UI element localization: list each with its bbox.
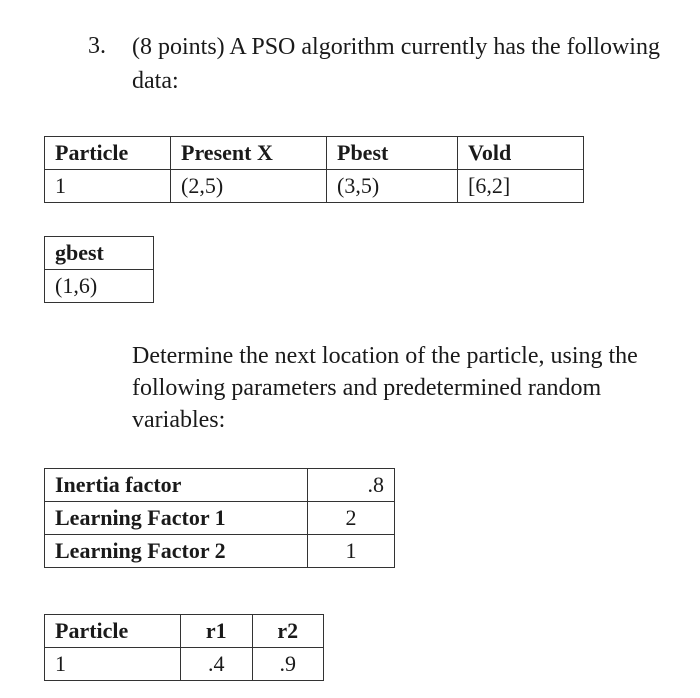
header-particle: Particle [45, 615, 181, 648]
question-number: 3. [88, 33, 106, 59]
table-row [45, 270, 154, 303]
header-particle: Particle [45, 137, 171, 170]
table-row [45, 170, 584, 203]
particle-table [44, 136, 584, 203]
header-pbest: Pbest [327, 137, 458, 170]
cell-gbest: (1,6) [45, 270, 154, 303]
cell-present-x: (2,5) [171, 170, 327, 203]
table-row [45, 469, 395, 502]
param-label-lf2: Learning Factor 2 [45, 535, 308, 568]
question-text: (8 points) A PSO algorithm currently has the following data: [132, 34, 660, 94]
cell-r2: .9 [252, 648, 324, 681]
header-r1: r1 [181, 615, 253, 648]
param-value-lf1: 2 [308, 502, 395, 535]
param-label-lf1: Learning Factor 1 [45, 502, 308, 535]
table-header-row [45, 137, 584, 170]
table-row [45, 648, 324, 681]
table-header-row [45, 237, 154, 270]
table-header-row [45, 615, 324, 648]
cell-particle: 1 [45, 170, 171, 203]
header-r2: r2 [252, 615, 324, 648]
header-gbest: gbest [45, 237, 154, 270]
param-label-inertia: Inertia factor [45, 469, 308, 502]
param-value-inertia: .8 [308, 469, 395, 502]
header-vold: Vold [458, 137, 584, 170]
cell-vold: [6,2] [458, 170, 584, 203]
parameters-table [44, 468, 395, 568]
cell-r1: .4 [181, 648, 253, 681]
cell-particle: 1 [45, 648, 181, 681]
header-present-x: Present X [171, 137, 327, 170]
cell-pbest: (3,5) [327, 170, 458, 203]
instruction-text: Determine the next location of the particle, using the following parameters and predetermined random variables: [132, 343, 638, 433]
gbest-table [44, 236, 154, 303]
param-value-lf2: 1 [308, 535, 395, 568]
random-variables-table [44, 614, 324, 681]
table-row [45, 502, 395, 535]
table-row [45, 535, 395, 568]
